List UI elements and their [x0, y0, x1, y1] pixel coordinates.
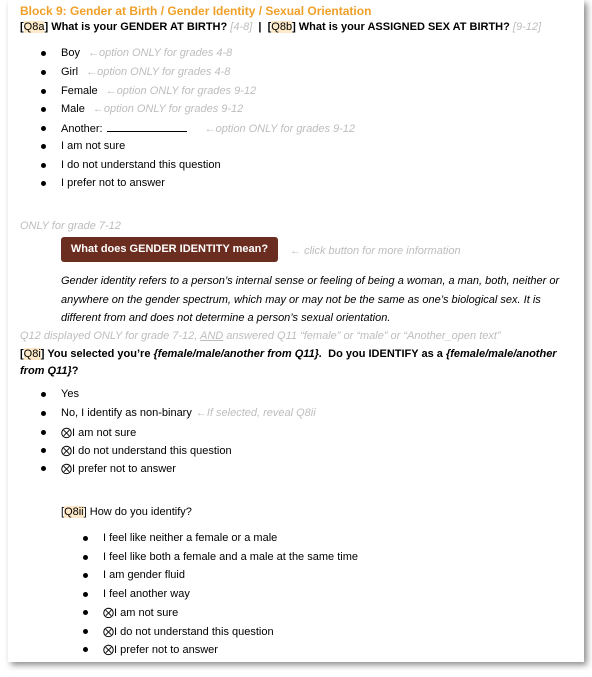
- option-q8ii-not-sure[interactable]: ⨂I am not sure: [103, 607, 179, 619]
- bullet: [41, 70, 46, 75]
- option-female[interactable]: Female ←option ONLY for grades 9-12: [61, 85, 257, 97]
- bullet: [83, 647, 88, 652]
- exclusive-icon: ⨂: [61, 445, 72, 457]
- q8ii-tag: Q8ii: [64, 506, 84, 518]
- bullet: [83, 629, 88, 634]
- question-q8i: [Q8i] You selected you’re {female/male/another from Q11}. Do you IDENTIFY as a {female/male/another from Q11}?: [20, 348, 557, 377]
- question-q8a-q8b: [Q8a] What is your GENDER AT BIRTH? [4-8] | [Q8b] What is your ASSIGNED SEX AT BIRTH? [9-12]: [20, 21, 542, 33]
- bullet: [41, 144, 46, 149]
- option-non-binary[interactable]: No, I identify as non-binary ←If selected, reveal Q8ii: [61, 407, 316, 419]
- exclusive-icon: ⨂: [103, 644, 114, 656]
- q8b-text: What is your ASSIGNED SEX AT BIRTH?: [298, 21, 510, 33]
- bullet: [41, 126, 46, 131]
- option-do-not-understand[interactable]: I do not understand this question: [61, 159, 221, 171]
- q8i-tag: Q8i: [23, 348, 41, 360]
- bullet: [41, 430, 46, 435]
- option-male[interactable]: Male ←option ONLY for grades 9-12: [61, 103, 244, 115]
- question-q8ii: [Q8ii] How do you identify?: [61, 506, 192, 518]
- another-text-field[interactable]: [107, 122, 187, 132]
- bullet: [83, 555, 88, 560]
- bullet: [83, 592, 88, 597]
- bullet: [41, 163, 46, 168]
- bullet: [41, 51, 46, 56]
- q8a-tag: Q8a: [23, 21, 45, 33]
- option-boy[interactable]: Boy ←option ONLY for grades 4-8: [61, 47, 233, 59]
- bullet: [83, 573, 88, 578]
- q12-display-note: Q12 displayed ONLY for grade 7-12, AND answered Q11 “female” or “male” or “Another_open text”: [20, 330, 501, 342]
- q8a-grades: [4-8]: [230, 21, 253, 33]
- bullet: [41, 107, 46, 112]
- option-q8i-do-not-understand[interactable]: ⨂I do not understand this question: [61, 445, 232, 457]
- separator: |: [258, 21, 262, 33]
- option-yes[interactable]: Yes: [61, 388, 79, 400]
- option-neither[interactable]: I feel like neither a female or a male: [103, 532, 278, 544]
- button-note: ← click button for more information: [290, 245, 461, 257]
- bullet: [41, 89, 46, 94]
- option-both[interactable]: I feel like both a female and a male at the same time: [103, 551, 358, 563]
- exclusive-icon: ⨂: [103, 607, 114, 619]
- exclusive-icon: ⨂: [103, 626, 114, 638]
- grade-note: ONLY for grade 7-12: [20, 220, 121, 232]
- gender-identity-info-button[interactable]: What does GENDER IDENTITY mean?: [61, 237, 278, 262]
- option-q8i-prefer-not[interactable]: ⨂I prefer not to answer: [61, 463, 176, 475]
- option-not-sure[interactable]: I am not sure: [61, 140, 126, 152]
- option-q8i-not-sure[interactable]: ⨂I am not sure: [61, 427, 137, 439]
- option-girl[interactable]: Girl ←option ONLY for grades 4-8: [61, 66, 231, 78]
- q8b-grades: [9-12]: [512, 21, 542, 33]
- bullet: [41, 466, 46, 471]
- survey-page: [8, 0, 584, 662]
- bullet: [83, 536, 88, 541]
- q8a-text: What is your GENDER AT BIRTH?: [51, 21, 228, 33]
- bullet: [41, 448, 46, 453]
- option-prefer-not[interactable]: I prefer not to answer: [61, 177, 165, 189]
- option-q8ii-prefer-not[interactable]: ⨂I prefer not to answer: [103, 644, 218, 656]
- exclusive-icon: ⨂: [61, 427, 72, 439]
- bullet: [41, 411, 46, 416]
- exclusive-icon: ⨂: [61, 463, 72, 475]
- option-gender-fluid[interactable]: I am gender fluid: [103, 569, 185, 581]
- bullet: [41, 392, 46, 397]
- bullet: [41, 181, 46, 186]
- option-another[interactable]: Another: ←option ONLY for grades 9-12: [61, 123, 356, 135]
- q8b-tag: Q8b: [271, 21, 293, 33]
- bullet: [83, 610, 88, 615]
- option-another-way[interactable]: I feel another way: [103, 588, 190, 600]
- gender-identity-definition: Gender identity refers to a person’s internal sense or feeling of being a woman, a man, both, neither or anywhere on the gender spectrum, which may or may not be the same as one’s biological sex. It is different from and does not determine a person’s sexual orientation.: [61, 275, 560, 324]
- block-title: Block 9: Gender at Birth / Gender Identity / Sexual Orientation: [20, 4, 372, 18]
- option-q8ii-do-not-understand[interactable]: ⨂I do not understand this question: [103, 626, 274, 638]
